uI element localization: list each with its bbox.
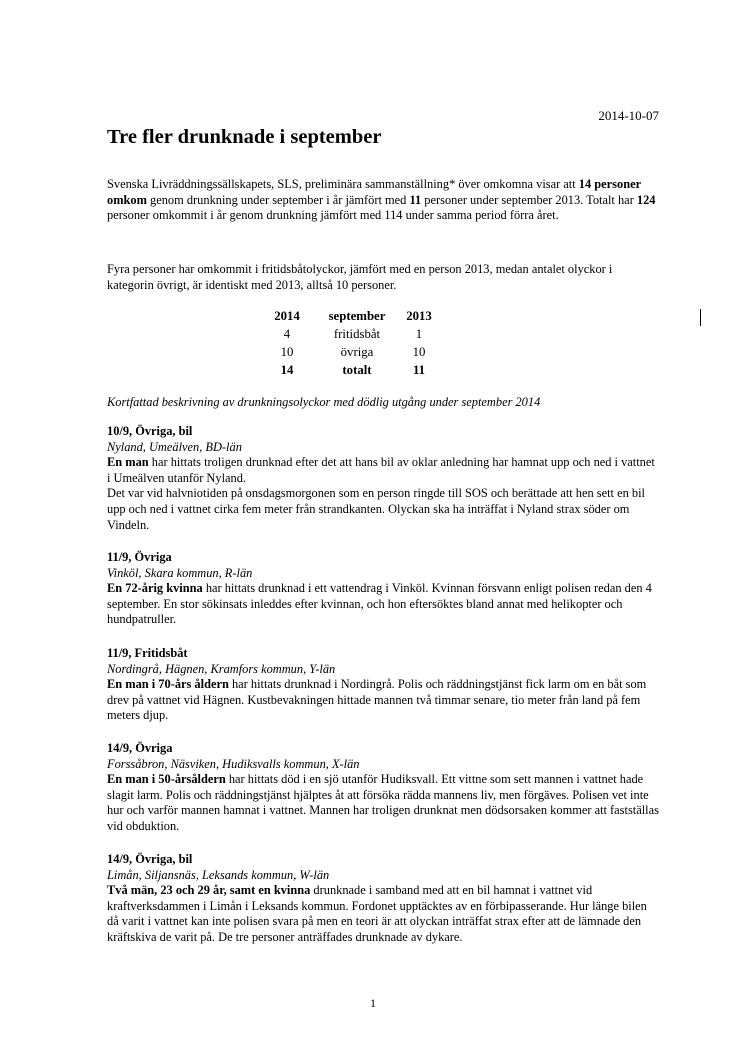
incident-block (107, 550, 659, 628)
stats-row (261, 344, 437, 362)
incident-description (107, 677, 659, 724)
incident-description (107, 581, 659, 628)
stats-cell: fritidsbåt (333, 327, 381, 342)
stats-cell: övriga (340, 345, 374, 360)
incident-description (107, 455, 659, 486)
incident-text: har hittats död i en sjö utanför Hudiksvall. Ett vittne som sett mannen i vattnet hade slagit larm. Polis och räddningstjänst hjälptes åt att försöka rädda mannens liv, men förgäves. Polisen vet inte hur och varför mannen hamnat i vattnet. Mannen har troligen drunknat men dödsorsaken kommer att fastställas vid obduktion. (107, 772, 659, 833)
incident-lead: En man (107, 455, 149, 470)
intro-bold-124: 124 (636, 192, 656, 207)
document-title: Tre fler drunknade i september (107, 126, 382, 148)
intro-bold-11: 11 (409, 192, 422, 207)
incident-lead: En man i 50-årsåldern (107, 772, 226, 787)
stats-total-cell: 14 (280, 363, 294, 378)
intro-text-2: genom drunkning under september i år jämfört med (146, 192, 410, 207)
incident-block (107, 852, 659, 946)
incident-location: Limån, Siljansnäs, Leksands kommun, W-län (107, 867, 330, 882)
incident-lead: En 72-årig kvinna (107, 581, 203, 596)
intro-paragraph-2: Fyra personer har omkommit i fritidsbåtolyckor, jämfört med en person 2013, medan antalet olyckor i kategorin övrigt, är identiskt med 2013, alltså 10 personer. (107, 262, 613, 292)
summary-heading: Kortfattad beskrivning av drunkningsolyckor med dödlig utgång under september 2014 (107, 395, 541, 409)
incident-text: har hittats drunknad i Nordingrå. Polis och räddningstjänst fick larm om en båt som drev på vattnet vid Hägnen. Kustbevakningen hittade mannen två timmar senare, tio meter från land på fem meters djup. (107, 677, 647, 723)
incident-location: Nyland, Umeälven, BD-län (107, 439, 242, 454)
incident-lead: En man i 70-års åldern (107, 677, 229, 692)
intro-bold-14-omkom: 14 personer omkom (107, 177, 641, 207)
incident-location: Nordingrå, Hägnen, Kramfors kommun, Y-län (107, 661, 336, 676)
stats-header-row (261, 308, 437, 326)
page-number: 1 (370, 996, 376, 1010)
stats-cell: 10 (280, 345, 294, 360)
stats-header-2014: 2014 (274, 309, 300, 324)
stats-total-row (261, 362, 437, 380)
incident-lead: Två män, 23 och 29 år, samt en kvinna (107, 883, 311, 898)
document-date: 2014-10-07 (598, 108, 659, 123)
incident-text: har hittats troligen drunknad efter det att hans bil av oklar anledning har hamnat upp och ned i vattnet i Umeälven utanför Nyland. (107, 455, 655, 485)
incident-description (107, 772, 659, 834)
stats-header-month: september (328, 309, 386, 324)
stats-cell: 4 (283, 327, 291, 342)
stats-total-cell: totalt (342, 363, 372, 378)
intro-text-4: personer omkommit i år genom drunkning jämfört med 114 under samma period förra året. (107, 208, 559, 223)
stats-row (261, 326, 437, 344)
incident-text: drunknade i samband med att en bil hamnat i vattnet vid kraftverksdammen i Limån i Leksands kommun. Fordonet upptäcktes av en förbipasserande. Hur länge bilen då varit i vattnet kan inte polisen svara på men en teori är att olyckan inträffat strax efter att de lämnade den kräftskiva de varit på. De tre personer anträffades drunknade av dykare. (107, 883, 647, 944)
incident-title: 10/9, Övriga, bil (107, 424, 193, 438)
incident-block (107, 741, 659, 835)
incident-title: 14/9, Övriga (107, 741, 173, 755)
text-cursor (700, 309, 701, 326)
stats-cell: 1 (415, 327, 423, 342)
incident-title: 11/9, Fritidsbåt (107, 646, 188, 660)
stats-header-2013: 2013 (406, 309, 432, 324)
incident-title: 14/9, Övriga, bil (107, 852, 193, 866)
stats-cell: 10 (412, 345, 426, 360)
incident-location: Forssåbron, Näsviken, Hudiksvalls kommun, X-län (107, 756, 360, 771)
stats-total-cell: 11 (412, 363, 426, 378)
stats-table (261, 308, 437, 380)
incident-text: har hittats drunknad i ett vattendrag i Vinköl. Kvinnan försvann enligt polisen redan den 4 september. En stor sökinsats inleddes efter kvinnan, och hon eftersöktes bland annat med helikopter och hundpatruller. (107, 581, 652, 627)
incident-block (107, 646, 659, 724)
intro-text-3: personer under september 2013. Totalt har (421, 192, 637, 207)
incident-title: 11/9, Övriga (107, 550, 172, 564)
incident-extra: Det var vid halvniotiden på onsdagsmorgonen som en person ringde till SOS och berättade att hen sett en bil upp och ned i vattnet cirka fem meter från strandkanten. Olyckan ska ha inträffat i Nyland strax söder om Vindeln. (107, 486, 645, 532)
incident-location: Vinköl, Skara kommun, R-län (107, 565, 253, 580)
intro-paragraph (107, 177, 659, 224)
incident-description (107, 883, 659, 945)
intro-text-1: Svenska Livräddningssällskapets, SLS, preliminära sammanställning* över omkomna visar att (107, 177, 579, 191)
incident-block (107, 424, 659, 533)
